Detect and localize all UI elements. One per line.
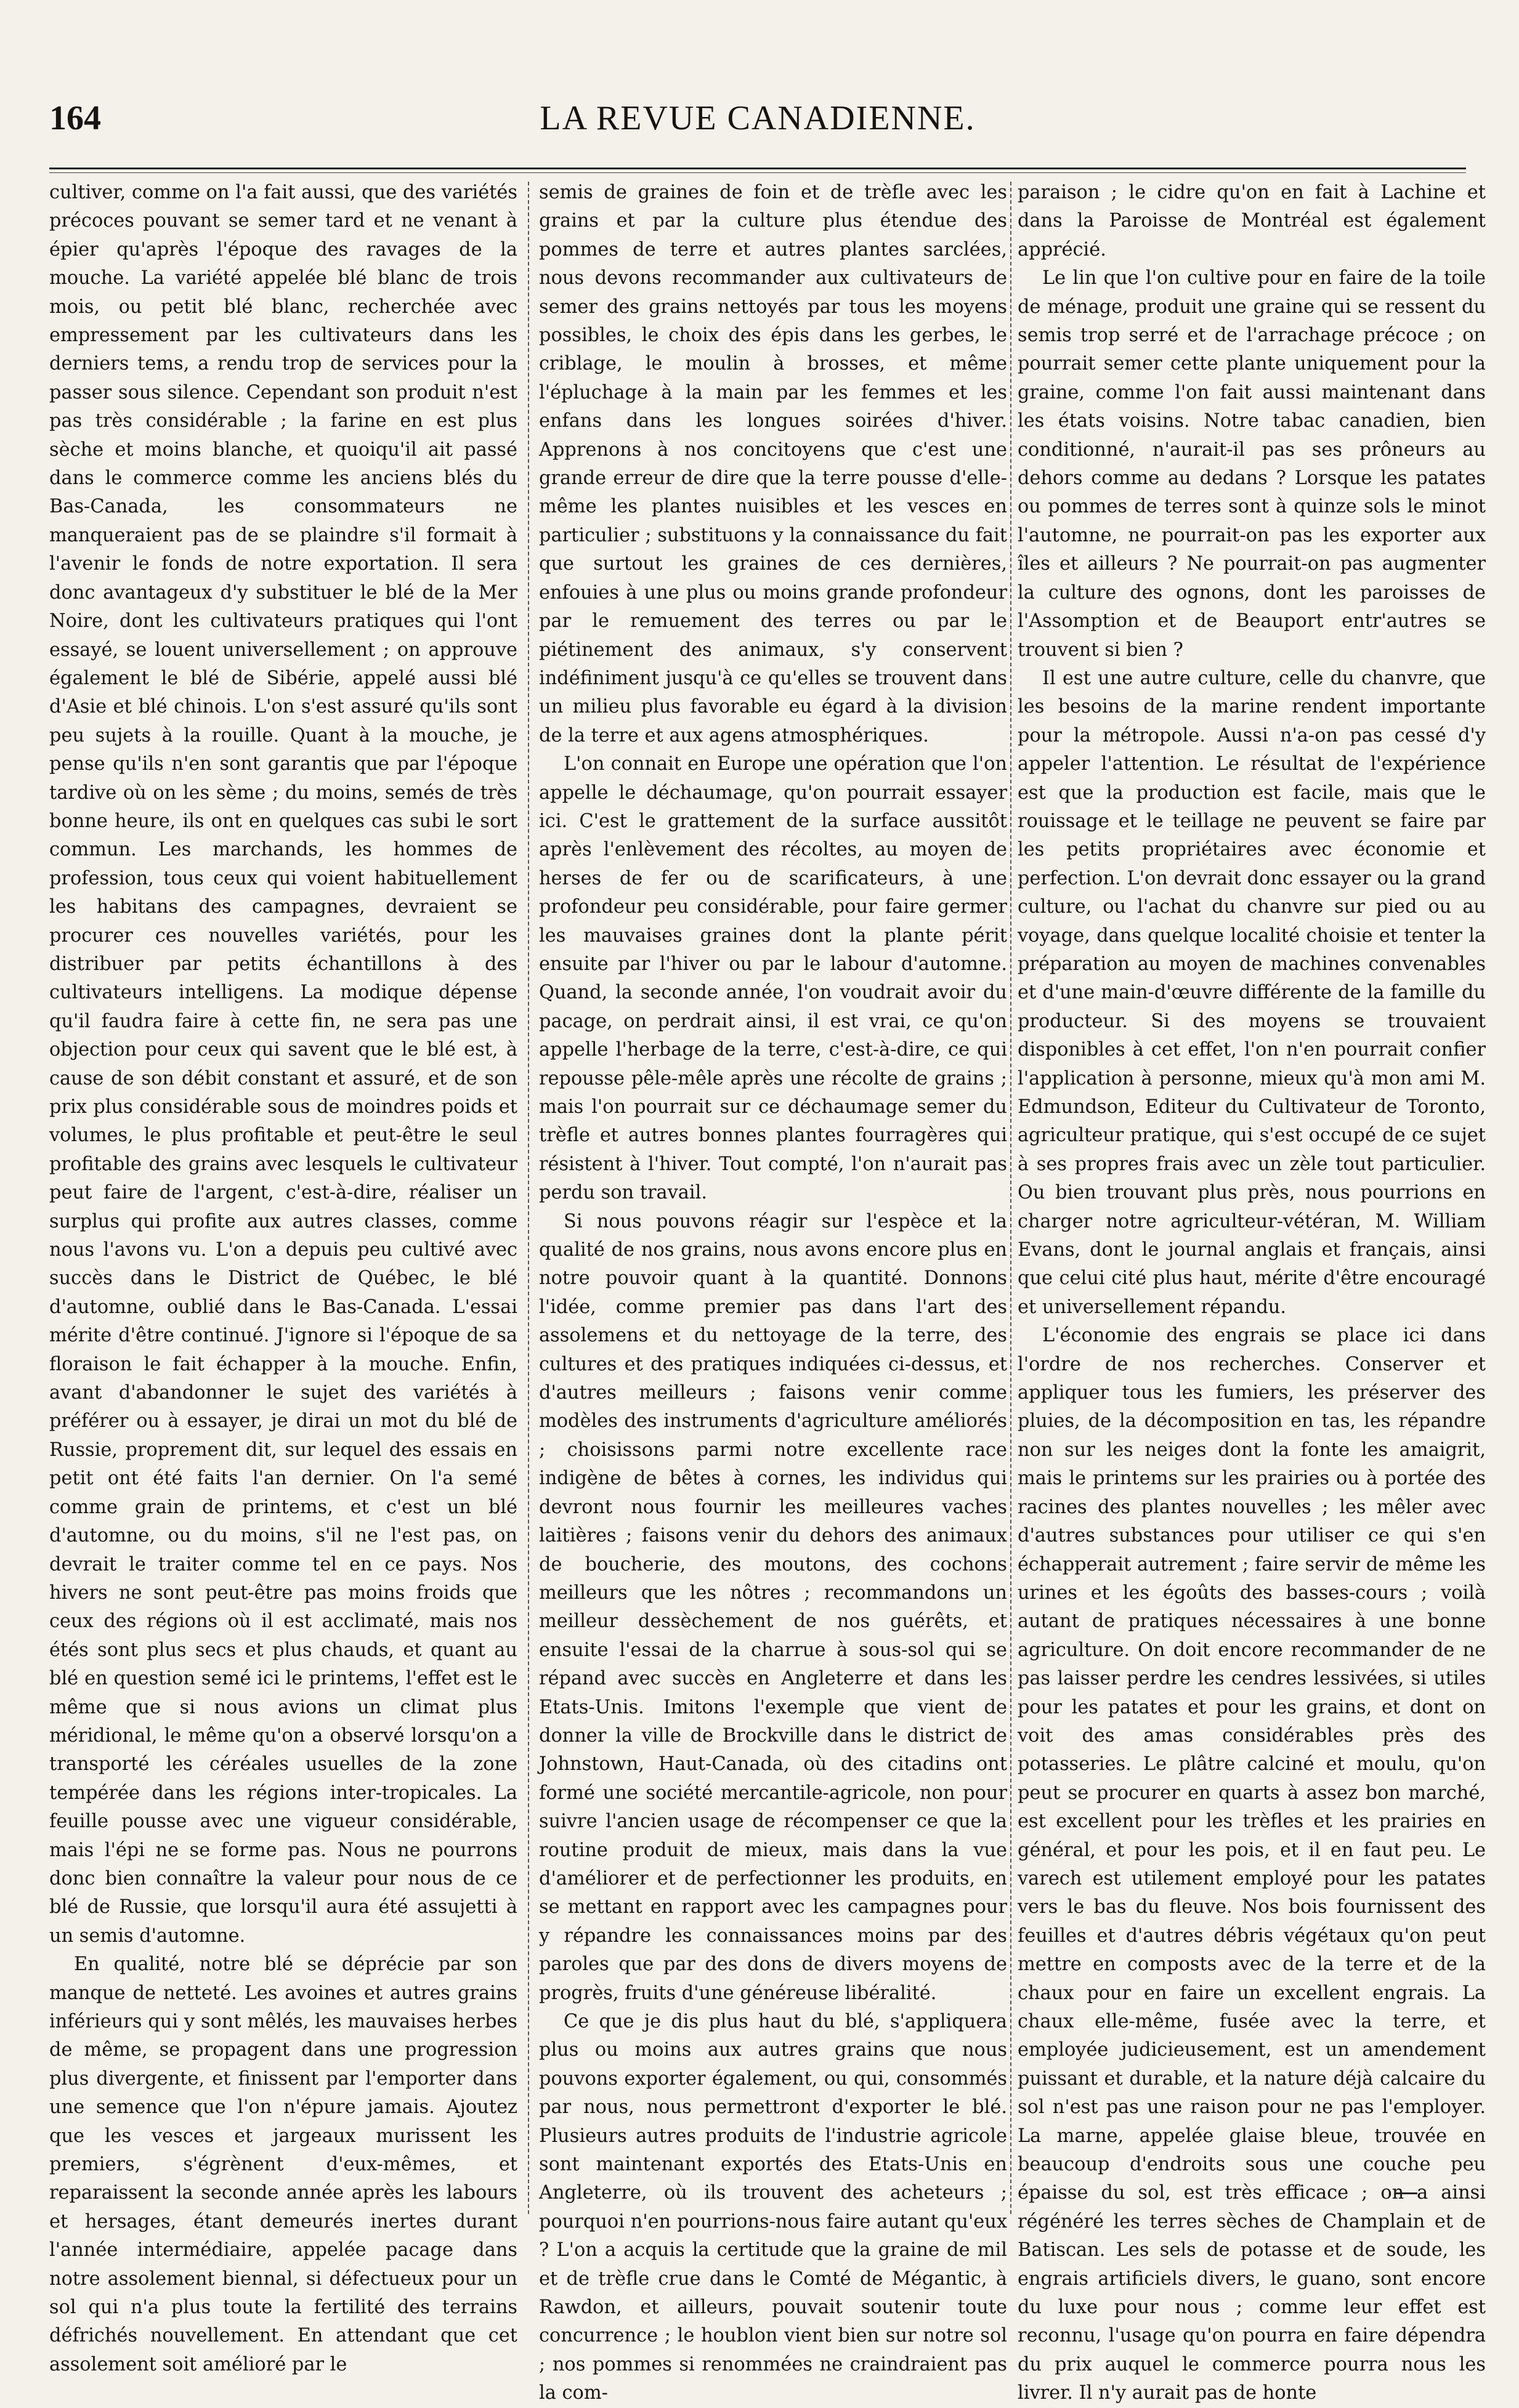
paragraph: Ce que je dis plus haut du blé, s'appliquera plus ou moins aux autres grains que nous pouvons exporter également, ou qui, consommés par nous, nous permettront d'exporter le blé. Plusieurs autres produits de l'industrie agricole sont maintenant exportés des Etats-Unis en Angleterre, où ils trouvent des acheteurs ; pourquoi n'en pourrions-nous faire autant qu'eux ? L'on a acquis la certitude que la graine de mil et de trèfle crue dans le Comté de Mégantic, à Rawdon, et ailleurs, pouvait soutenir toute concurrence ; le houblon vient bien sur notre sol ; nos pommes si renommées ne craindraient pas la com- [539, 2011, 1007, 2404]
text-column-2 [539, 179, 1007, 2404]
paragraph: En qualité, notre blé se déprécie par son manque de netteté. Les avoines et autres grains inférieurs qui y sont mêlés, les mauvaises herbes de même, se propagent dans une progression plus divergente, et finissent par l'emporter dans une semence que l'on n'épure jamais. Ajoutez que les vesces et jargeaux murissent les premiers, s'égrènent d'eux-mêmes, et reparaissent la seconde année après les labours et hersages, étant demeurés inertes durant l'année intermédiaire, appelée pacage dans notre assolement biennal, si défectueux pour un sol qui n'a plus toute la fertilité des terrains défrichés nouvellement. En attendant que cet assolement soit amélioré par le [49, 1953, 517, 2375]
paragraph: cultiver, comme on l'a fait aussi, que des variétés précoces pouvant se semer tard et ne venant à épier qu'après l'époque des ravages de la mouche. La variété appelée blé blanc de trois mois, ou petit blé blanc, recherchée avec empressement par les cultivateurs dans les derniers tems, a rendu trop de services pour la passer sous silence. Cependant son produit n'est pas très considérable ; la farine en est plus sèche et moins blanche, et quoiqu'il ait passé dans le commerce comme les anciens blés du Bas-Canada, les consommateurs ne manqueraient pas de se plaindre s'il formait à l'avenir le fonds de notre exportation. Il sera donc avantageux d'y substituer le blé de la Mer Noire, dont les cultivateurs pratiques qui l'ont essayé, se louent universellement ; on approuve également le blé de Sibérie, appelé aussi blé d'Asie et blé chinois. L'on s'est assuré qu'ils sont peu sujets à la rouille. Quant à la mouche, je pense qu'ils n'en sont garantis que par l'époque tardive où on les sème ; du moins, semés de très bonne heure, ils ont en quelques cas subi le sort commun. Les marchands, les hommes de profession, tous ceux qui voient habituellement les habitans des campagnes, devraient se procurer ces nouvelles variétés, pour les distribuer par petits échantillons à des cultivateurs intelligens. La modique dépense qu'il faudra faire à cette fin, ne sera pas une objection pour ceux qui savent que le blé est, à cause de son débit constant et assuré, et de son prix plus considérable sous de moindres poids et volumes, le plus profitable et peut-être le seul profitable des grains avec lesquels le cultivateur peut faire de l'argent, c'est-à-dire, réaliser un surplus qui profite aux autres classes, comme nous l'avons vu. L'on a depuis peu cultivé avec succès dans le District de Québec, le blé d'automne, oublié dans le Bas-Canada. L'essai mérite d'être continué. J'ignore si l'époque de sa floraison le fait échapper à la mouche. Enfin, avant d'abandonner le sujet des variétés à préférer ou à essayer, je dirai un mot du blé de Russie, proprement dit, sur lequel des essais en petit ont été faits l'an dernier. On l'a semé comme grain de printems, et c'est un blé d'automne, ou du moins, s'il ne l'est pas, on devrait le traiter comme tel en ce pays. Nos hivers ne sont peut-être pas moins froids que ceux des régions où il est acclimaté, mais nos étés sont plus secs et plus chauds, et quant au blé en question semé ici le printems, l'effet est le même que si nous avions un climat plus méridional, le même qu'on a observé lorsqu'on a transporté les céréales usuelles de la zone tempérée dans les régions inter-tropicales. La feuille pousse avec une vigueur considérable, mais l'épi ne se forme pas. Nous ne pourrons donc bien connaître la valeur pour nous de ce blé de Russie, que lorsqu'il aura été assujetti à un semis d'automne. [49, 182, 517, 1947]
paragraph: L'économie des engrais se place ici dans l'ordre de nos recherches. Conserver et appliquer tous les fumiers, les préserver des pluies, de la décomposition en tas, les répandre non sur les neiges dont la fonte les amaigrit, mais le printems sur les prairies ou à portée des racines des plantes nouvelles ; les mêler avec d'autres substances pour utiliser ce qui s'en échapperait autrement ; faire servir de même les urines et les égoûts des basses-cours ; voilà autant de pratiques nécessaires à une bonne agriculture. On doit encore recommander de ne pas laisser perdre les cendres lessivées, si utiles pour les patates et pour les grains, et dont on voit des amas considérables près des potasseries. Le plâtre calciné et moulu, qu'on peut se procurer en quarts à assez bon marché, est excellent pour les trèfles et les prairies en général, et pour les pois, et il en faut peu. Le varech est utilement employé pour les patates vers le bas du fleuve. Nos bois fournissent des feuilles et d'autres débris végétaux qu'on peut mettre en composts avec de la terre et de la chaux pour en faire un excellent engrais. La chaux elle-même, fusée avec la terre, et employée judicieusement, est un amendement puissant et durable, et la nature déjà calcaire du sol n'est pas une raison pour ne pas l'employer. La marne, appelée glaise bleue, trouvée en beaucoup d'endroits sous une couche peu épaisse du sol, est très efficace ; on a ainsi régénéré les terres sèches de Champlain et de Batiscan. Les sels de potasse et de soude, les engrais artificiels divers, le guano, sont encore du luxe pour nous ; comme leur effet est reconnu, l'usage qu'on pourra en faire dépendra du prix auquel le commerce pourra nous les livrer. Il n'y aurait pas de honte [1018, 1325, 1486, 2404]
header-rule-thin [49, 172, 1466, 173]
text-column-3 [1018, 179, 1486, 2404]
paragraph: Si nous pouvons réagir sur l'espèce et la qualité de nos grains, nous avons encore plus en notre pouvoir quant à la quantité. Donnons l'idée, comme premier pas dans l'art des assolemens et du nettoyage de la terre, des cultures et des pratiques indiquées ci-dessus, et d'autres meilleurs ; faisons venir comme modèles des instruments d'agriculture améliorés ; choisissons parmi notre excellente race indigène de bêtes à cornes, les individus qui devront nous fournir les meilleures vaches laitières ; faisons venir du dehors des animaux de boucherie, des moutons, des cochons meilleurs que les nôtres ; recommandons un meilleur dessèchement de nos guérêts, et ensuite l'essai de la charrue à sous-sol qui se répand avec succès en Angleterre et dans les Etats-Unis. Imitons l'exemple que vient de donner la ville de Brockville dans le district de Johnstown, Haut-Canada, où des citadins ont formé une société mercantile-agricole, non pour suivre l'ancien usage de récompenser ce que la routine produit de mieux, mais dans la vue d'améliorer et de perfectionner les produits, en se mettant en rapport avec les campagnes pour y répandre les connaissances moins par des paroles que par des dons de divers moyens de progrès, fruits d'une généreuse libéralité. [539, 1210, 1007, 2004]
column-divider [528, 182, 529, 2214]
paragraph: Le lin que l'on cultive pour en faire de la toile de ménage, produit une graine qui se ressent du semis trop serré et de l'arrachage précoce ; on pourrait semer cette plante uniquement pour la graine, comme l'on fait aussi maintenant dans les états voisins. Notre tabac canadien, bien conditionné, n'aurait-il pas ses prôneurs au dehors comme au dedans ? Lorsque les patates ou pommes de terres sont à quinze sols le minot l'automne, ne pourrait-on pas les exporter aux îles et ailleurs ? Ne pourrait-on pas augmenter la culture des ognons, dont les paroisses de l'Assomption et de Beauport entr'autres se trouvent si bien ? [1018, 267, 1486, 661]
paragraph: paraison ; le cidre qu'on en fait à Lachine et dans la Paroisse de Montréal est également apprécié. [1018, 182, 1486, 261]
footer-dash [1395, 2192, 1417, 2194]
column-divider [1010, 182, 1011, 2214]
paragraph: semis de graines de foin et de trèfle avec les grains et par la culture plus étendue des pommes de terre et autres plantes sarclées, nous devons recommander aux cultivateurs de semer des grains nettoyés par tous les moyens possibles, le choix des épis dans les gerbes, le criblage, le moulin à brosses, et même l'épluchage à la main par les femmes et les enfans dans les longues soirées d'hiver. Apprenons à nos concitoyens que c'est une grande erreur de dire que la terre pousse d'elle-même les plantes nuisibles et les vesces en particulier ; substituons y la connaissance du fait que surtout les graines de ces dernières, enfouies à une plus ou moins grande profondeur par le remuement des terres ou par le piétinement des animaux, s'y conservent indéfiniment jusqu'à ce qu'elles se trouvent dans un milieu plus favorable eu égard à la division de la terre et aux agens atmosphériques. [539, 182, 1007, 746]
text-column-1 [49, 179, 517, 2375]
header-rule [49, 168, 1466, 169]
paragraph: L'on connait en Europe une opération que l'on appelle le déchaumage, qu'on pourrait essayer ici. C'est le grattement de la surface aussitôt après l'enlèvement des récoltes, au moyen de herses de fer ou de scarificateurs, à une profondeur peu considérable, pour faire germer les mauvaises graines dont la plante périt ensuite par l'hiver ou par le labour d'automne. Quand, la seconde année, l'on voudrait avoir du pacage, on perdrait ainsi, il est vrai, ce qu'on appelle l'herbage de la terre, c'est-à-dire, ce qui repousse pêle-mêle après une récolte de grains ; mais l'on pourrait sur ce déchaumage semer du trèfle et autres bonnes plantes fourragères qui résistent à l'hiver. Tout compté, l'on n'aurait pas perdu son travail. [539, 753, 1007, 1204]
page-number: 164 [49, 99, 101, 137]
paragraph: Il est une autre culture, celle du chanvre, que les besoins de la marine rendent importante pour la métropole. Aussi n'a-on pas cessé d'y appeler l'attention. Le résultat de l'expérience est que la production est facile, mais que le rouissage et le teillage ne peuvent se faire par les petits propriétaires avec économie et perfection. L'on devrait donc essayer ou la grand culture, ou l'achat du chanvre sur pied ou au voyage, dans quelque localité choisie et tenter la préparation au moyen de machines convenables et d'une main-d'œuvre différente de la famille du producteur. Si des moyens se trouvaient disponibles à cet effet, l'on n'en pourrait confier l'application à personne, mieux qu'à mon ami M. Edmundson, Editeur du Cultivateur de Toronto, agriculteur pratique, qui s'est occupé de ce sujet à ses propres frais avec un zèle tout particulier. Ou bien trouvant plus près, nous pourrions en charger notre agriculteur-vétéran, M. William Evans, dont le journal anglais et français, ainsi que celui cité plus haut, mérite d'être encouragé et universellement répandu. [1018, 667, 1486, 1318]
page-header [43, 99, 1472, 154]
running-title: LA REVUE CANADIENNE. [540, 99, 976, 137]
